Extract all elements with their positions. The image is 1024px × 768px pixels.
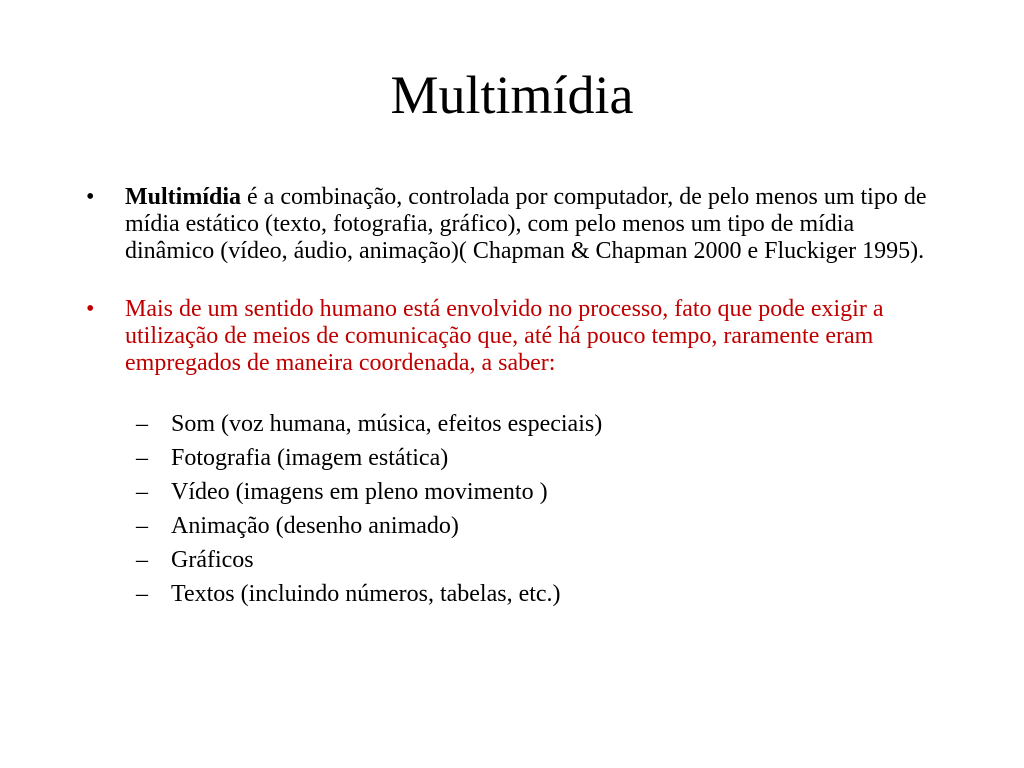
dash-marker: – bbox=[136, 547, 148, 573]
sublist-item-text: Vídeo (imagens em pleno movimento ) bbox=[171, 479, 548, 505]
bullet-senses bbox=[0, 296, 935, 377]
dash-marker: – bbox=[136, 513, 148, 539]
sublist-item-text: Som (voz humana, música, efeitos especiais) bbox=[171, 411, 603, 437]
bullet-marker: • bbox=[86, 184, 95, 210]
bullet-definition-text: é a combinação, controlada por computador, de pelo menos um tipo de mídia estático (texto, fotografia, gráfico), com pelo menos um tipo de mídia dinâmico (vídeo, áudio, animação)( Chapman & Chapman 2000 e Fluckiger 1995). bbox=[125, 184, 927, 264]
sublist-item bbox=[0, 475, 971, 509]
sublist-item bbox=[0, 543, 971, 577]
sublist-item bbox=[0, 577, 971, 611]
sublist-item-text: Textos (incluindo números, tabelas, etc.) bbox=[171, 581, 561, 607]
media-sublist bbox=[0, 407, 1024, 611]
slide-title: Multimídia bbox=[390, 65, 634, 125]
sublist-item bbox=[0, 509, 971, 543]
bullet-senses-text: Mais de um sentido humano está envolvido no processo, fato que pode exigir a utilização de meios de comunicação que, até há pouco tempo, raramente eram empregados de maneira coordenada, a saber: bbox=[125, 296, 884, 376]
bullet-definition bbox=[0, 184, 935, 265]
dash-marker: – bbox=[136, 581, 148, 607]
sublist-item-text: Fotografia (imagem estática) bbox=[171, 445, 449, 471]
dash-marker: – bbox=[136, 445, 148, 471]
sublist-item-text: Animação (desenho animado) bbox=[171, 513, 459, 539]
sublist-item-text: Gráficos bbox=[171, 547, 254, 573]
bullet-marker: • bbox=[86, 296, 95, 322]
sublist-item bbox=[0, 407, 971, 441]
slide-body bbox=[0, 184, 1024, 611]
dash-marker: – bbox=[136, 411, 148, 437]
dash-marker: – bbox=[136, 479, 148, 505]
sublist-item bbox=[0, 441, 971, 475]
bullet-lead-term: Multimídia bbox=[125, 184, 242, 210]
